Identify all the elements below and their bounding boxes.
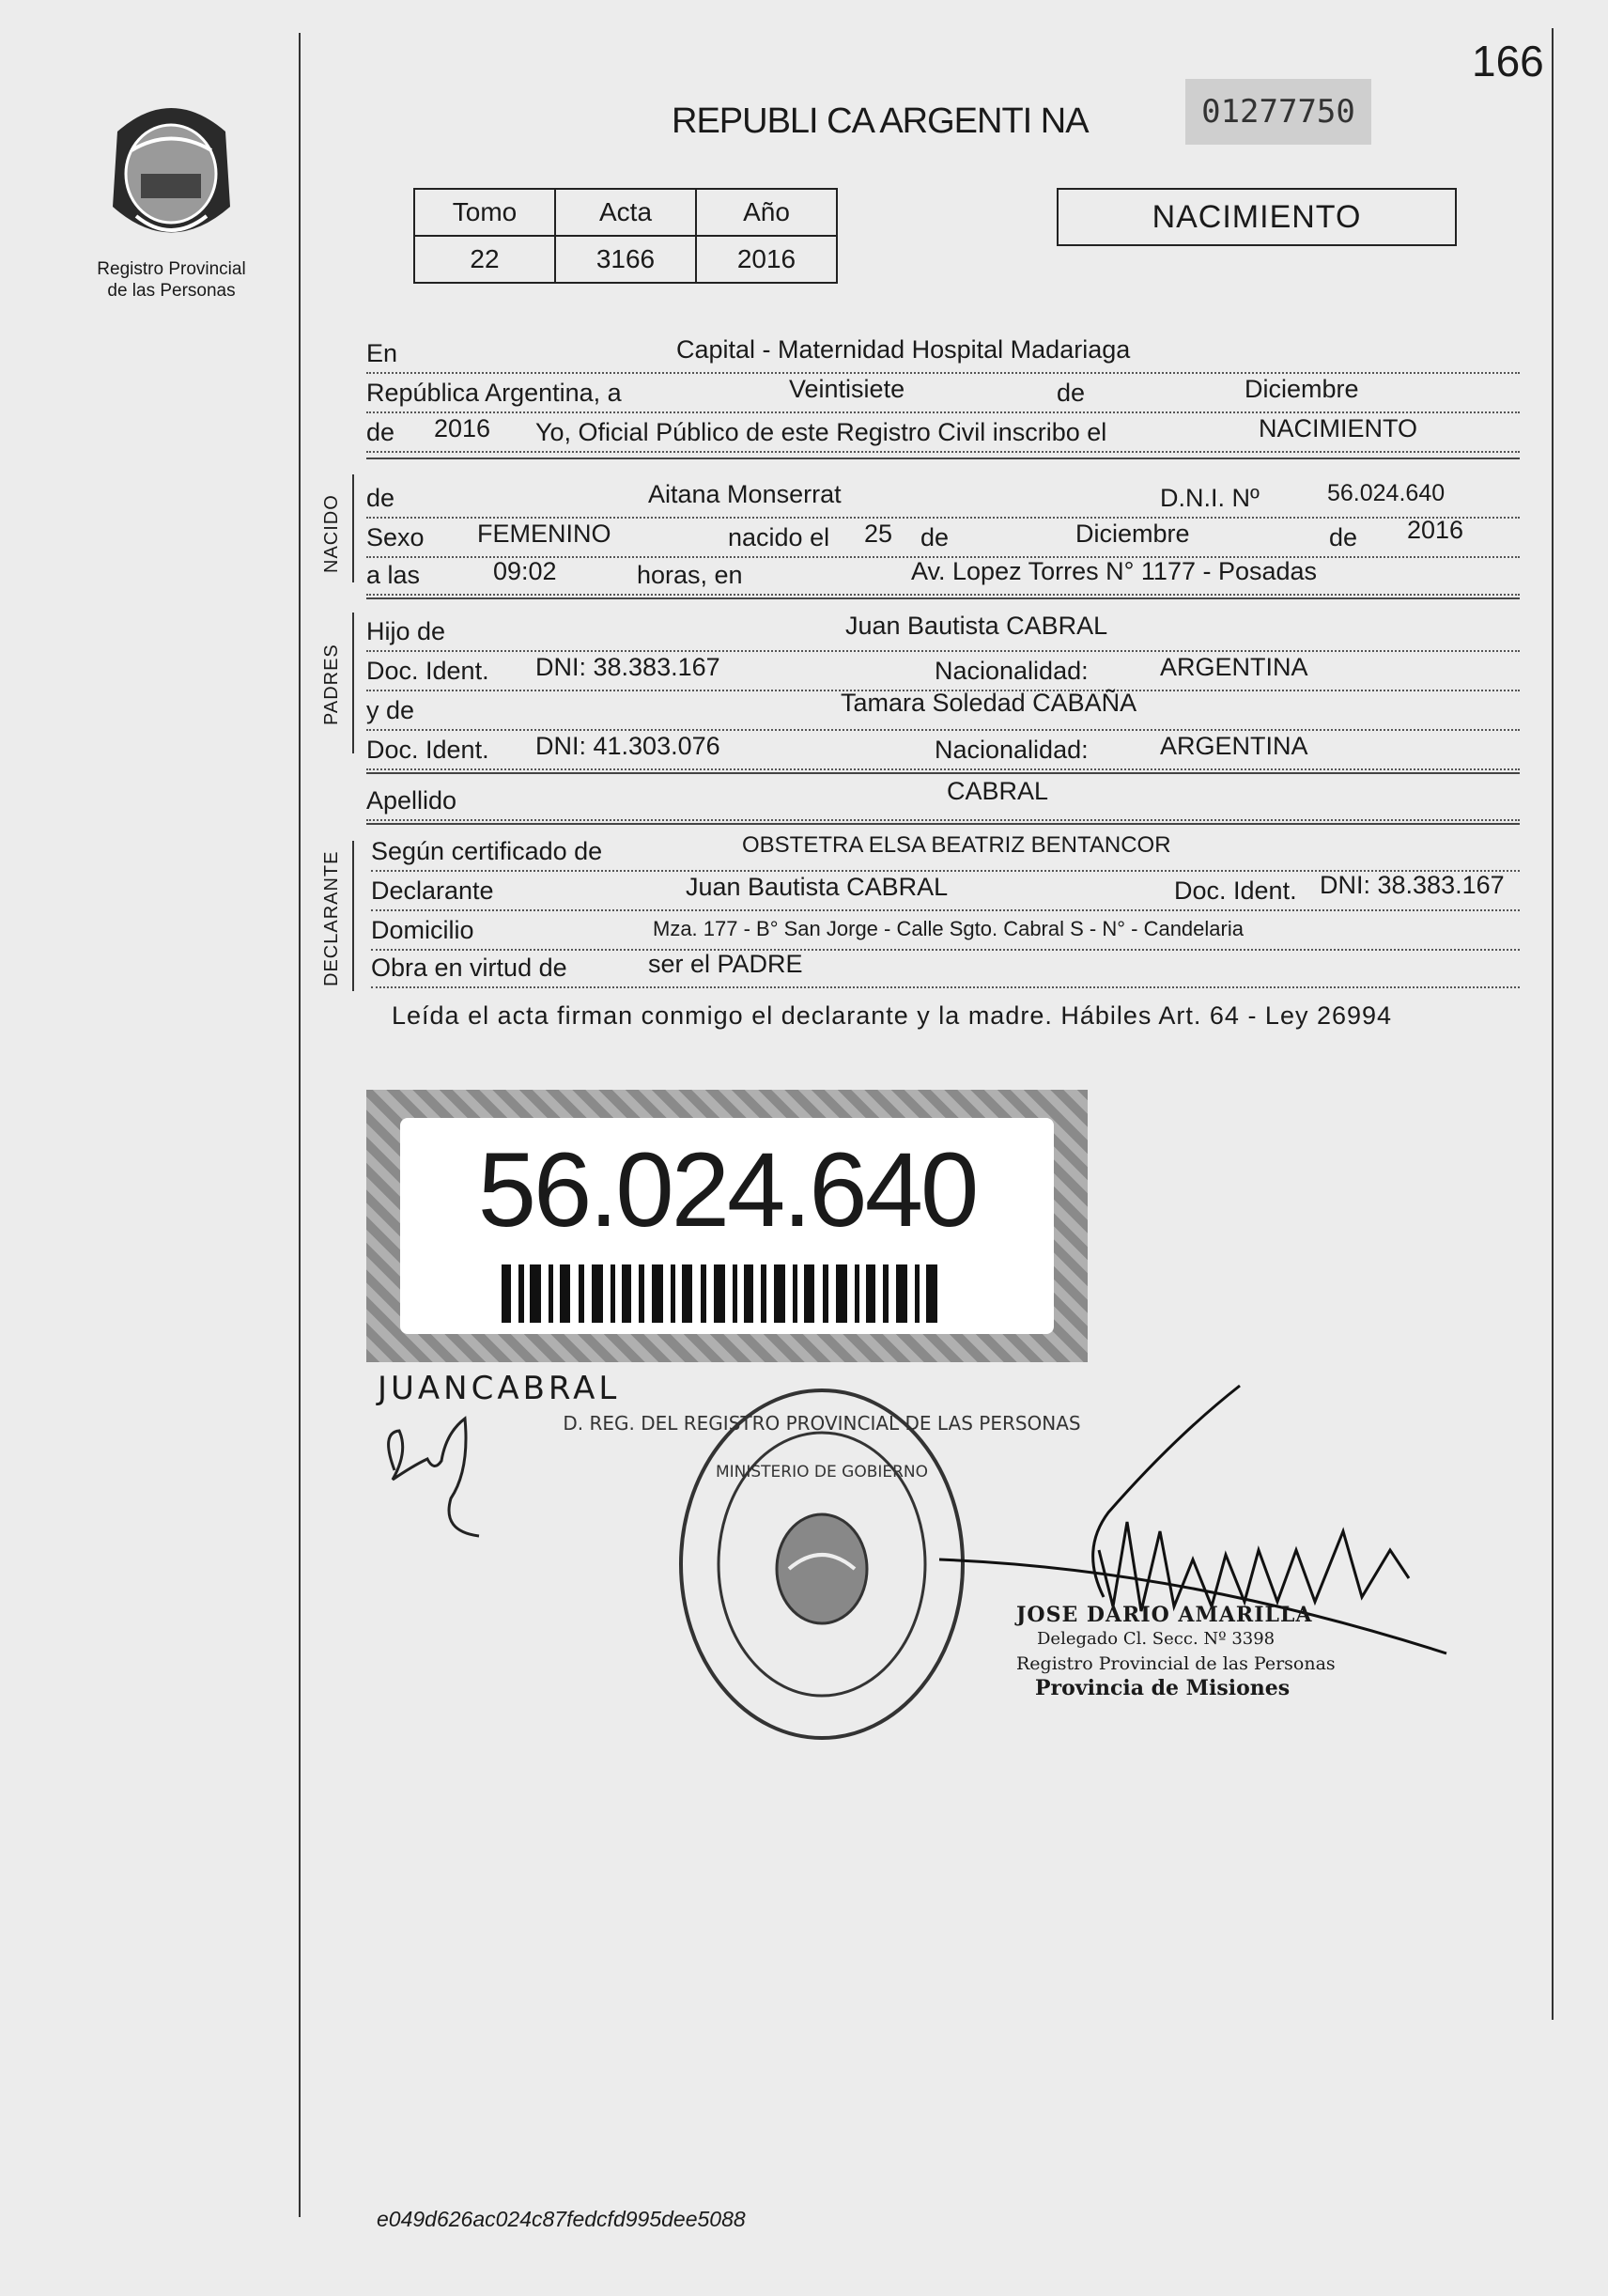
- serial-number: 01277750: [1185, 79, 1371, 145]
- domicilio-line: [371, 911, 1520, 951]
- divider-3: [366, 772, 1520, 774]
- record-table: [413, 188, 838, 284]
- place-value: Capital - Maternidad Hospital Madariaga: [676, 335, 1131, 364]
- declarante-doc-label: Doc. Ident.: [1174, 877, 1297, 905]
- birth-year: 2016: [1407, 516, 1464, 544]
- nac-label-2: Nacionalidad:: [935, 736, 1089, 764]
- father-nat: ARGENTINA: [1160, 653, 1308, 681]
- closing-text: Leída el acta firman conmigo el declarante y la madre. Hábiles Art. 64 - Ley 26994: [392, 1001, 1393, 1030]
- inscribo-value: NACIMIENTO: [1259, 414, 1418, 442]
- birth-time: 09:02: [493, 557, 557, 585]
- nacido-section-label: NACIDO: [321, 494, 342, 573]
- mother-doc: DNI: 41.303.076: [535, 732, 720, 760]
- declarante-doc: DNI: 38.383.167: [1320, 871, 1505, 899]
- child-name: Aitana Monserrat: [648, 480, 842, 508]
- declarant-signature: [376, 1414, 488, 1541]
- declarante-label: Declarante: [371, 877, 494, 905]
- dni-label: D.N.I. Nº: [1160, 484, 1260, 512]
- child-dni: 56.024.640: [1327, 480, 1446, 506]
- provincial-seal-logo: [99, 94, 244, 254]
- official-stamp-block: [1016, 1603, 1336, 1700]
- birth-place: Av. Lopez Torres N° 1177 - Posadas: [911, 557, 1318, 585]
- nac-label: Nacionalidad:: [935, 657, 1089, 685]
- obra-value: ser el PADRE: [648, 950, 803, 978]
- country-title: REPUBLI CA ARGENTI NA: [672, 101, 1089, 141]
- surname-line: [366, 777, 1520, 821]
- registry-caption: [80, 258, 263, 302]
- birth-month: Diciembre: [1075, 520, 1190, 548]
- padres-bracket: [352, 613, 354, 753]
- dni-band-label: [400, 1118, 1054, 1334]
- day-words: Veintisiete: [789, 375, 905, 403]
- de-label: de: [1057, 379, 1086, 407]
- right-margin-line: [1552, 28, 1554, 2020]
- anio-value: 2016: [696, 236, 837, 283]
- name-line: [366, 479, 1520, 519]
- declarante-bracket: [352, 841, 354, 991]
- sexo-label: Sexo: [366, 523, 425, 551]
- declarante-value: Juan Bautista CABRAL: [686, 873, 949, 901]
- horas-label: horas, en: [637, 561, 743, 589]
- dni-band-number: 56.024.640: [477, 1131, 977, 1249]
- barcode: [502, 1264, 943, 1323]
- mother-doc-line: [366, 731, 1520, 770]
- registry-caption-line-2: de las Personas: [107, 281, 236, 301]
- record-table-header-row: [414, 189, 837, 236]
- mother-line: [366, 691, 1520, 731]
- mother-name: Tamara Soledad CABAÑA: [841, 689, 1137, 717]
- sex-birth-line: [366, 516, 1520, 558]
- anio-header: Año: [696, 189, 837, 236]
- record-type-box: NACIMIENTO: [1057, 188, 1457, 246]
- year-prefix-label: de: [366, 418, 395, 446]
- document-hash: e049d626ac024c87fedcfd995dee5088: [377, 2207, 746, 2231]
- father-doc-line: [366, 652, 1520, 691]
- certificate-line: [371, 832, 1520, 872]
- a-las-label: a las: [366, 561, 421, 589]
- certificate-value: OBSTETRA ELSA BEATRIZ BENTANCOR: [742, 832, 1171, 858]
- oficial-text: Yo, Oficial Público de este Registro Civil inscribo el: [535, 418, 1107, 446]
- father-name: Juan Bautista CABRAL: [845, 612, 1108, 640]
- tomo-value: 22: [414, 236, 555, 283]
- sexo-value: FEMENINO: [477, 520, 611, 548]
- official-province: Provincia de Misiones: [1035, 1676, 1291, 1700]
- stamp-inner-text: MINISTERIO DE GOBIERNO: [715, 1463, 929, 1482]
- official-registry: Registro Provincial de las Personas: [1016, 1653, 1336, 1674]
- time-place-line: [366, 556, 1520, 596]
- declarante-section-label: DECLARANTE: [321, 850, 342, 986]
- month-value: Diciembre: [1245, 375, 1359, 403]
- page-number: 166: [1472, 37, 1544, 85]
- year-value: 2016: [434, 414, 491, 442]
- name-label: de: [366, 484, 395, 512]
- declarant-handwritten-name: JUANCABRAL: [378, 1370, 621, 1407]
- tomo-header: Tomo: [414, 189, 555, 236]
- place-line: [366, 334, 1520, 374]
- apellido-value: CABRAL: [947, 777, 1049, 805]
- de-label-2: de: [920, 523, 950, 551]
- official-name: JOSE DARIO AMARILLA: [1016, 1603, 1313, 1627]
- doc-label: Doc. Ident.: [366, 657, 489, 685]
- nacido-el-label: nacido el: [728, 523, 830, 551]
- hijo-label: Hijo de: [366, 617, 446, 645]
- dni-band: [366, 1090, 1088, 1362]
- date-line: [366, 374, 1520, 413]
- doc-label-2: Doc. Ident.: [366, 736, 489, 764]
- registry-caption-line-1: Registro Provincial: [97, 259, 246, 279]
- acta-header: Acta: [555, 189, 696, 236]
- father-doc: DNI: 38.383.167: [535, 653, 720, 681]
- declarante-line: [371, 872, 1520, 911]
- left-margin-line: [299, 33, 301, 2217]
- republica-label: República Argentina, a: [366, 379, 622, 407]
- divider-2: [366, 597, 1520, 599]
- father-line: [366, 613, 1520, 652]
- mother-nat: ARGENTINA: [1160, 732, 1308, 760]
- apellido-label: Apellido: [366, 786, 457, 814]
- acta-value: 3166: [555, 236, 696, 283]
- obra-line: [371, 949, 1520, 988]
- official-title: Delegado Cl. Secc. Nº 3398: [1037, 1629, 1276, 1649]
- y-de-label: y de: [366, 696, 415, 724]
- divider-1: [366, 458, 1520, 459]
- padres-section-label: PADRES: [321, 644, 342, 725]
- nacido-bracket: [352, 474, 354, 582]
- domicilio-value: Mza. 177 - B° San Jorge - Calle Sgto. Cabral S - N° - Candelaria: [653, 917, 1244, 940]
- registration-line: [366, 413, 1520, 453]
- cert-label: Según certificado de: [371, 837, 603, 865]
- divider-4: [366, 823, 1520, 825]
- stamp-ring-text: D. REG. DEL REGISTRO PROVINCIAL DE LAS PERSONAS: [563, 1412, 1081, 1435]
- record-table-value-row: [414, 236, 837, 283]
- official-seal-stamp: [563, 1381, 1081, 1747]
- birth-day: 25: [864, 520, 893, 548]
- en-label: En: [366, 339, 398, 367]
- obra-label: Obra en virtud de: [371, 954, 567, 982]
- domicilio-label: Domicilio: [371, 916, 474, 944]
- de-label-3: de: [1329, 523, 1358, 551]
